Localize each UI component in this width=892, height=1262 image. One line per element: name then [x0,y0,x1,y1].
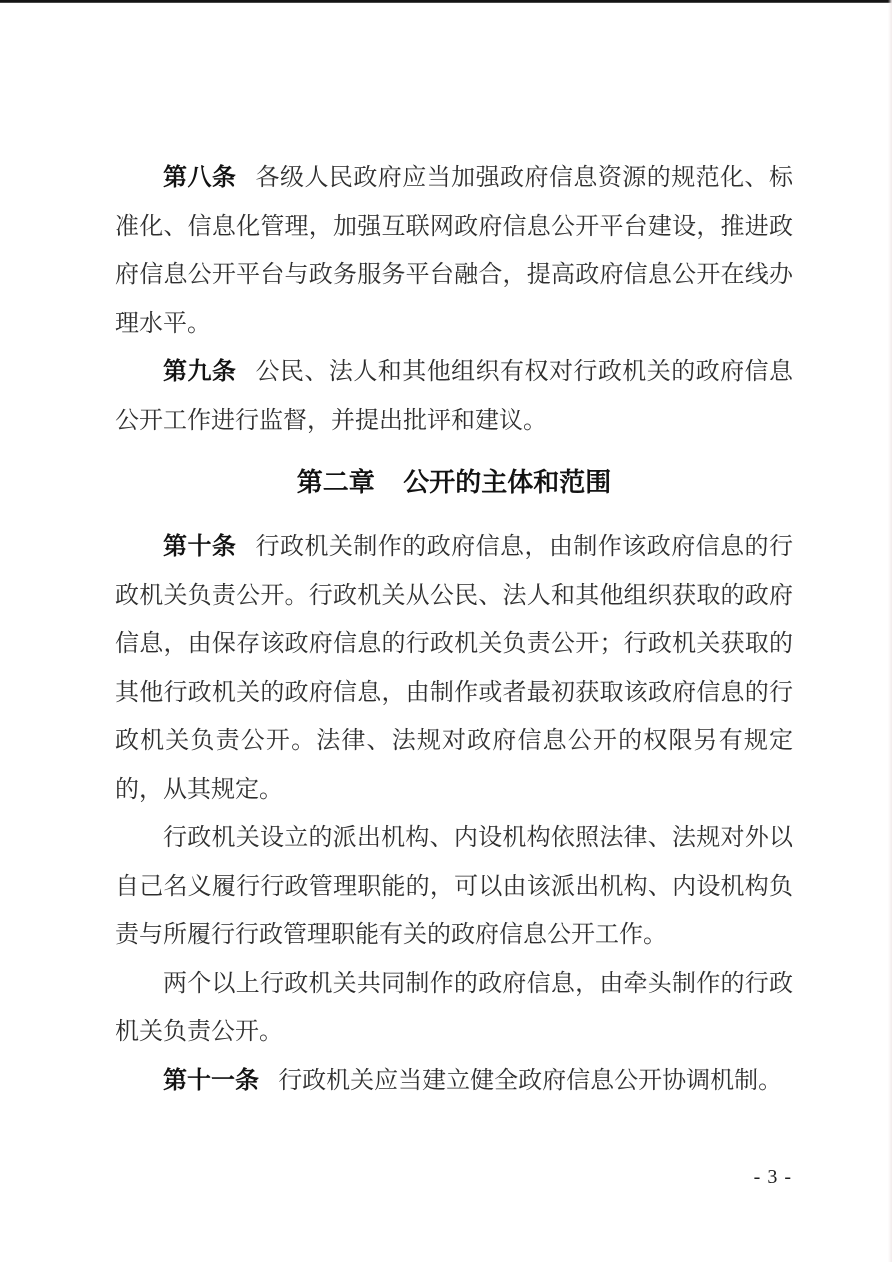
article-10-number-label: 第十条 [163,533,237,560]
article-10-paragraph-3 [115,960,793,1057]
article-10-paragraph-1 [115,523,793,814]
article-11-text: 行政机关应当建立健全政府信息公开协调机制。 [278,1067,783,1094]
article-9-paragraph [115,348,793,445]
article-9-number-label: 第九条 [163,358,237,385]
page-number: - 3 - [753,1166,792,1188]
document-body [115,154,793,1105]
article-8-text: 各级人民政府应当加强政府信息资源的规范化、标准化、信息化管理，加强互联网政府信息公开平台建设，推进政府信息公开平台与政务服务平台融合，提高政府信息公开在线办理水平。 [115,165,794,337]
article-8-number-label: 第八条 [163,164,237,191]
article-8-paragraph [115,154,793,348]
article-11-number-label: 第十一条 [163,1066,259,1094]
chapter-number: 第二章 [296,467,375,497]
scan-edge-artifact-top [0,0,892,3]
chapter-heading [115,457,793,507]
article-9-text: 公民、法人和其他组织有权对行政机关的政府信息公开工作进行监督，并提出批评和建议。 [115,359,794,434]
article-11-paragraph [115,1057,793,1106]
article-10-paragraph-3-text: 两个以上行政机关共同制作的政府信息，由牵头制作的行政机关负责公开。 [115,970,793,1045]
scan-edge-artifact-right [888,0,892,1262]
article-10-paragraph-2 [115,814,793,960]
article-10-text: 行政机关制作的政府信息，由制作该政府信息的行政机关负责公开。行政机关从公民、法人和其他组织获取的政府信息，由保存该政府信息的行政机关负责公开；行政机关获取的其他行政机关的政府信息，由制作或者最初获取该政府信息的行政机关负责公开。法律、法规对政府信息公开的权限另有规定的，从其规定。 [115,534,794,803]
article-10-paragraph-2-text: 行政机关设立的派出机构、内设机构依照法律、法规对外以自己名义履行行政管理职能的，可以由该派出机构、内设机构负责与所履行行政管理职能有关的政府信息公开工作。 [115,825,793,948]
chapter-title: 公开的主体和范围 [403,467,612,497]
